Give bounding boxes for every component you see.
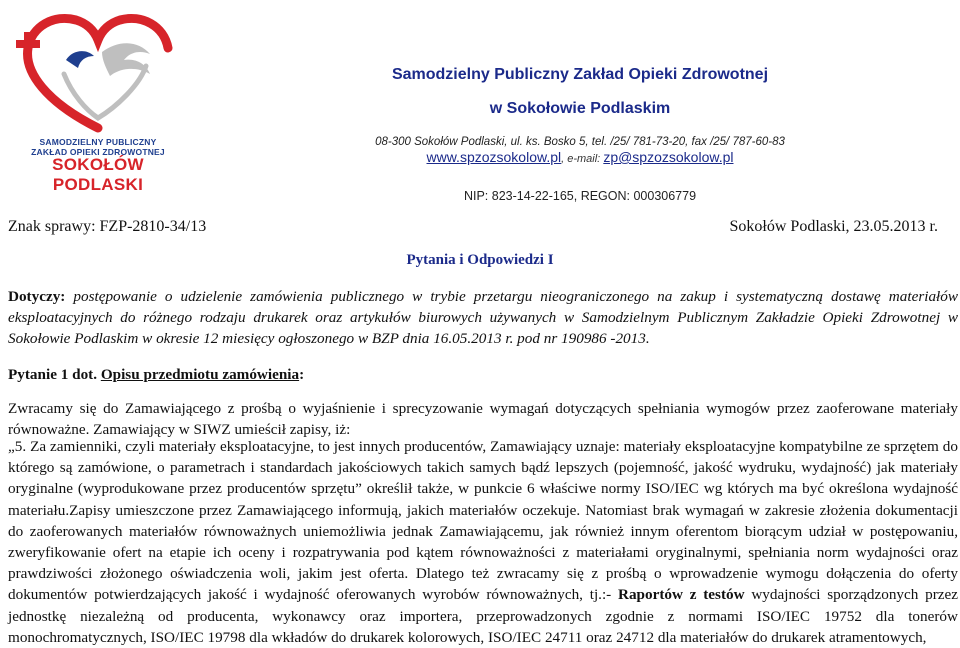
nip-regon: NIP: 823-14-22-165, REGON: 000306779 <box>463 189 697 203</box>
logo-line-2: ZAKŁAD OPIEKI ZDROWOTNEJ <box>31 147 165 157</box>
question-number: Pytanie 1 dot. <box>8 366 98 383</box>
hospital-logo <box>6 10 190 194</box>
email-label: , e-mail: <box>561 153 604 165</box>
logo-line-1: SAMODZIELNY PUBLICZNY <box>39 137 157 147</box>
question-body-bold: Raportów z testów <box>618 586 745 604</box>
institution-address: 08-300 Sokołów Podlaski, ul. ks. Bosko 5, tel. /25/ 781-73-20, fax /25/ 787-60-83 <box>375 136 785 148</box>
question-topic: Opisu przedmiotu zamówienia <box>100 366 300 383</box>
question-colon: : <box>299 366 305 383</box>
question-intro: Zwracamy się do Zamawiającego z prośbą o wyjaśnienie i sprecyzowanie wymagań dotyczących spełniania wymogów przez zaoferowane materiały równoważne. Zamawiający w SIWZ umieścił zapisy, iż: <box>8 400 958 438</box>
concerning-text: postępowanie o udzielenie zamówienia publicznego w trybie przetargu nieograniczonego na zakup i systematyczną dostawę materiałów eksploatacyjnych do różnego rodzaju drukarek oraz artykułów biurowych używanych w Samodzielnym Publicznym Zakładzie Opieki Zdrowotnej w Sokołowie Podlaskim w okresie 12 miesięcy ogłoszonego w BZP dnia 16.05.2013 r. pod nr 190986 -2013. <box>8 288 958 347</box>
question-heading <box>8 364 958 385</box>
document-heading: Pytania i Odpowiedzi I <box>406 252 554 268</box>
document-date: Sokołów Podlaski, 23.05.2013 r. <box>729 218 938 235</box>
heart-cross-icon <box>6 10 190 140</box>
institution-name: Samodzielny Publiczny Zakład Opieki Zdrowotnej <box>391 66 769 83</box>
logo-line-3: SOKOŁÓW PODLASKI <box>52 155 144 194</box>
concerning-paragraph <box>8 286 958 349</box>
contact-links <box>360 149 800 165</box>
question-body-end: wydajności sporządzonych przez jednostkę niezależną od producenta, wykonawcy oraz importera, przeprowadzonych zgodnie z normami ISO/IEC 19752 dla tonerów monochromatycznych, ISO/IEC 19798 dla wkładów do drukarek kolorowych, ISO/IEC 24711 oraz 24712 dla materiałów do drukarek atramentowych, <box>8 586 958 646</box>
question-body <box>8 436 958 648</box>
email-link[interactable]: zp@spzozsokolow.pl <box>603 149 734 165</box>
concerning-label: Dotyczy: <box>8 288 66 305</box>
question-body-main: „5. Za zamienniki, czyli materiały eksploatacyjne, to jest innych producentów, Zamawiający uznaje: materiały eksploatacyjne kompatybilne ze sprzętem do którego są zamówione, o parametrach i standardach jakościowych takich samych bądź lepszych (pojemność, jakość wydruku, wydajność) jak materiały oryginalne (wyprodukowane przez producentów sprzętu” określił także, w punkcie 6 właściwe normy ISO/IEC wg których ma być określona wydajność materiału.Zapisy umieszczone przez Zamawiającego informują, jakich materiałów oczekuje. Natomiast brak wymagań w zakresie złożenia dokumentacji do zaoferowanych materiałów równoważnych uniemożliwia jednak Zamawiającemu, jak również innym oferentom biorącym udział w postępowaniu, zweryfikowanie ofert na etapie ich oceny i rozpatrywania pod kątem równoważności z materiałami oryginalnymi, spełniania norm wydajności oraz prawdziwości złożonego oświadczenia woli, jakim jest oferta. Dlatego też zwracamy się z prośbą o wprowadzenie wymogu dołączenia do oferty dokumentów potwierdzających jakość i wydajność oferowanych wyrobów równoważnych, tj.:- <box>8 438 958 604</box>
institution-location: w Sokołowie Podlaskim <box>489 100 671 117</box>
website-link[interactable]: www.spzozsokolow.pl <box>426 149 562 165</box>
case-reference: Znak sprawy: FZP-2810-34/13 <box>8 218 207 235</box>
